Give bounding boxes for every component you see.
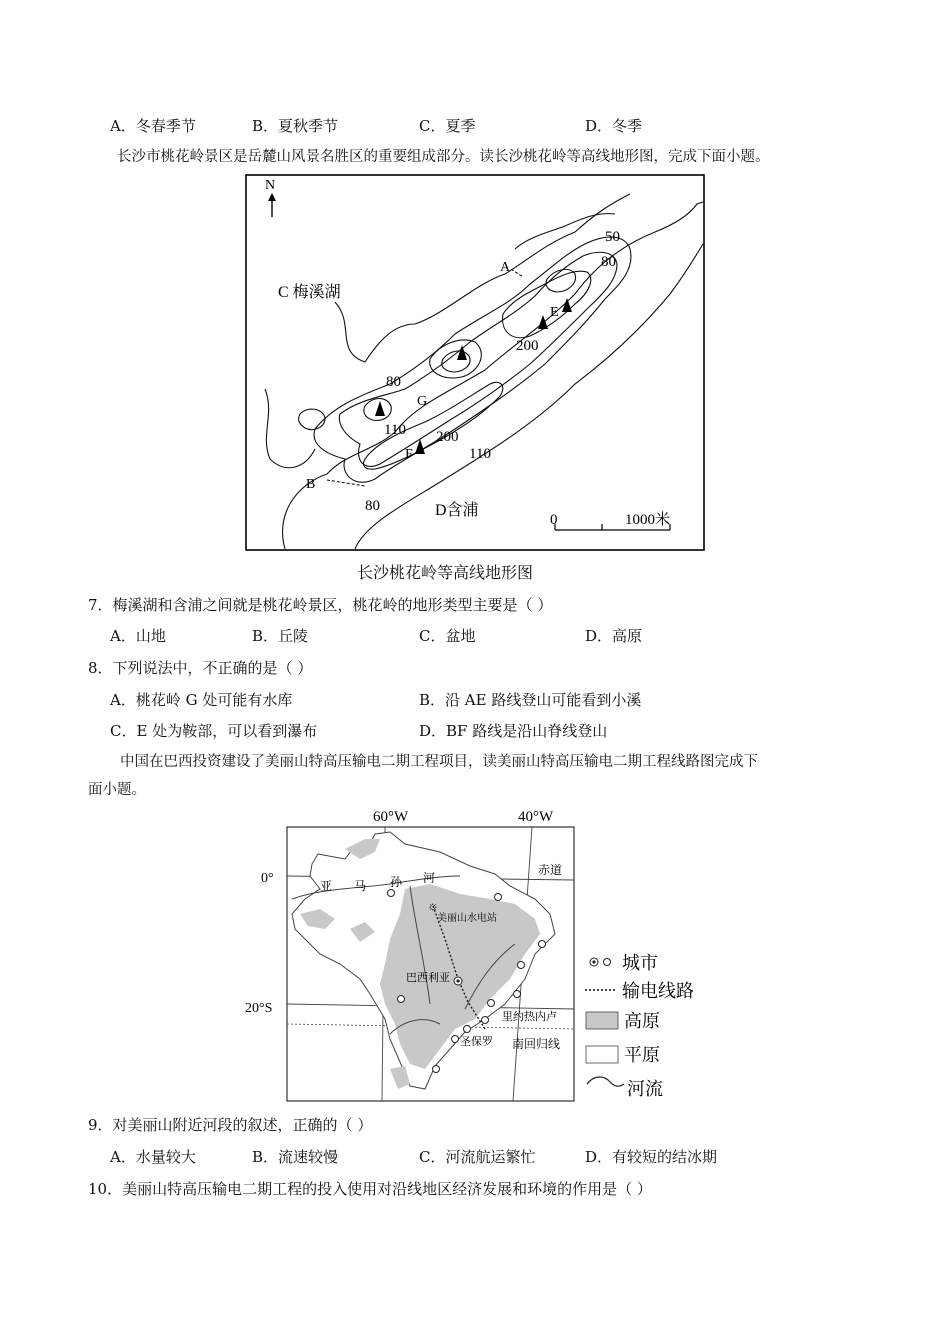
point-e: E xyxy=(550,305,559,320)
river-icon xyxy=(587,1077,624,1086)
hydro-station-icon: ☼ xyxy=(427,898,439,913)
point-a: A xyxy=(500,260,511,275)
town-label: D含浦 xyxy=(435,502,479,519)
station-label: 美丽山水电站 xyxy=(437,913,497,924)
rio-label: 里约热内卢 xyxy=(502,1011,557,1023)
point-f: F xyxy=(405,447,413,462)
lon-40w: 40°W xyxy=(518,809,554,825)
q6-option-c[interactable]: C．夏季 xyxy=(419,117,476,135)
equator-label: 赤道 xyxy=(538,863,563,877)
contour-label-80-left: 80 xyxy=(386,374,401,390)
contour-map-caption: 长沙桃花岭等高线地形图 xyxy=(357,563,534,582)
q8-option-d[interactable]: D．BF 路线是沿山脊线登山 xyxy=(419,722,608,740)
contour-label-110-bottom: 110 xyxy=(469,446,491,462)
amazon-char-4: 河 xyxy=(423,871,436,885)
scale-zero: 0 xyxy=(550,512,558,528)
amazon-char-3: 孙 xyxy=(390,875,403,889)
lon-60w: 60°W xyxy=(373,809,409,825)
contour-label-80-top: 80 xyxy=(601,254,616,270)
q8-option-a[interactable]: A．桃花岭 G 处可能有水库 xyxy=(110,691,293,709)
amazon-char-2: 马 xyxy=(354,879,367,893)
brasilia-label: 巴西利亚 xyxy=(406,972,450,984)
legend-plain-swatch xyxy=(586,1046,618,1063)
brazil-map xyxy=(240,804,720,1104)
q6-option-b[interactable]: B．夏秋季节 xyxy=(252,117,339,135)
north-label: N xyxy=(265,178,276,193)
legend-river: 河流 xyxy=(627,1079,663,1099)
lat-0: 0° xyxy=(261,871,274,886)
q7-option-c[interactable]: C．盆地 xyxy=(419,627,476,645)
scale-end: 1000米 xyxy=(625,512,671,528)
q10-stem: 10．美丽山特高压输电二期工程的投入使用对沿线地区经济发展和环境的作用是（ ） xyxy=(88,1180,652,1198)
contour-label-50: 50 xyxy=(605,229,620,245)
amazon-char-1: 亚 xyxy=(320,879,333,893)
lake-label: C 梅溪湖 xyxy=(278,284,341,301)
legend-plain: 平原 xyxy=(624,1045,660,1065)
contour-label-110-left: 110 xyxy=(384,422,406,438)
point-b: B xyxy=(306,477,316,492)
intro-paragraph-2-line-1: 中国在巴西投资建设了美丽山特高压输电二期工程项目，读美丽山特高压输电二期工程线路图完成下 xyxy=(120,754,758,770)
q7-option-b[interactable]: B．丘陵 xyxy=(252,627,309,645)
q7-stem: 7．梅溪湖和含浦之间就是桃花岭景区，桃花岭的地形类型主要是（ ） xyxy=(88,596,553,614)
q9-option-c[interactable]: C．河流航运繁忙 xyxy=(419,1148,536,1166)
saopaulo-label: 圣保罗 xyxy=(460,1036,493,1048)
legend-city: 城市 xyxy=(622,953,658,973)
contour-map xyxy=(245,174,705,551)
q7-option-a[interactable]: A．山地 xyxy=(110,627,166,645)
q9-option-b[interactable]: B．流速较慢 xyxy=(252,1148,339,1166)
contour-label-200-bottom: 200 xyxy=(436,429,459,445)
point-g: G xyxy=(417,394,428,409)
lat-20s: 20°S xyxy=(245,1001,273,1016)
q9-option-a[interactable]: A．水量较大 xyxy=(110,1148,196,1166)
q9-stem: 9．对美丽山附近河段的叙述，正确的（ ） xyxy=(88,1116,373,1134)
legend-highland-swatch xyxy=(586,1012,618,1029)
tropic-label: 南回归线 xyxy=(512,1037,561,1051)
q9-option-d[interactable]: D．有较短的结冰期 xyxy=(585,1148,718,1166)
contour-label-200-top: 200 xyxy=(516,338,539,354)
q7-option-d[interactable]: D．高原 xyxy=(585,627,643,645)
intro-paragraph-2-line-2: 面小题。 xyxy=(88,782,146,798)
intro-paragraph-1: 长沙市桃花岭景区是岳麓山风景名胜区的重要组成部分。读长沙桃花岭等高线地形图，完成下面小题。 xyxy=(117,149,770,165)
legend-highland: 高原 xyxy=(624,1011,660,1031)
q8-option-b[interactable]: B．沿 AE 路线登山可能看到小溪 xyxy=(419,691,642,709)
q8-option-c[interactable]: C．E 处为鞍部，可以看到瀑布 xyxy=(110,722,318,740)
q6-option-d[interactable]: D．冬季 xyxy=(585,117,643,135)
q8-stem: 8．下列说法中，不正确的是（ ） xyxy=(88,659,313,677)
contour-label-80-bottom: 80 xyxy=(365,498,380,514)
q6-option-a[interactable]: A．冬春季节 xyxy=(110,117,196,135)
legend-power-line: 输电线路 xyxy=(622,981,694,1001)
